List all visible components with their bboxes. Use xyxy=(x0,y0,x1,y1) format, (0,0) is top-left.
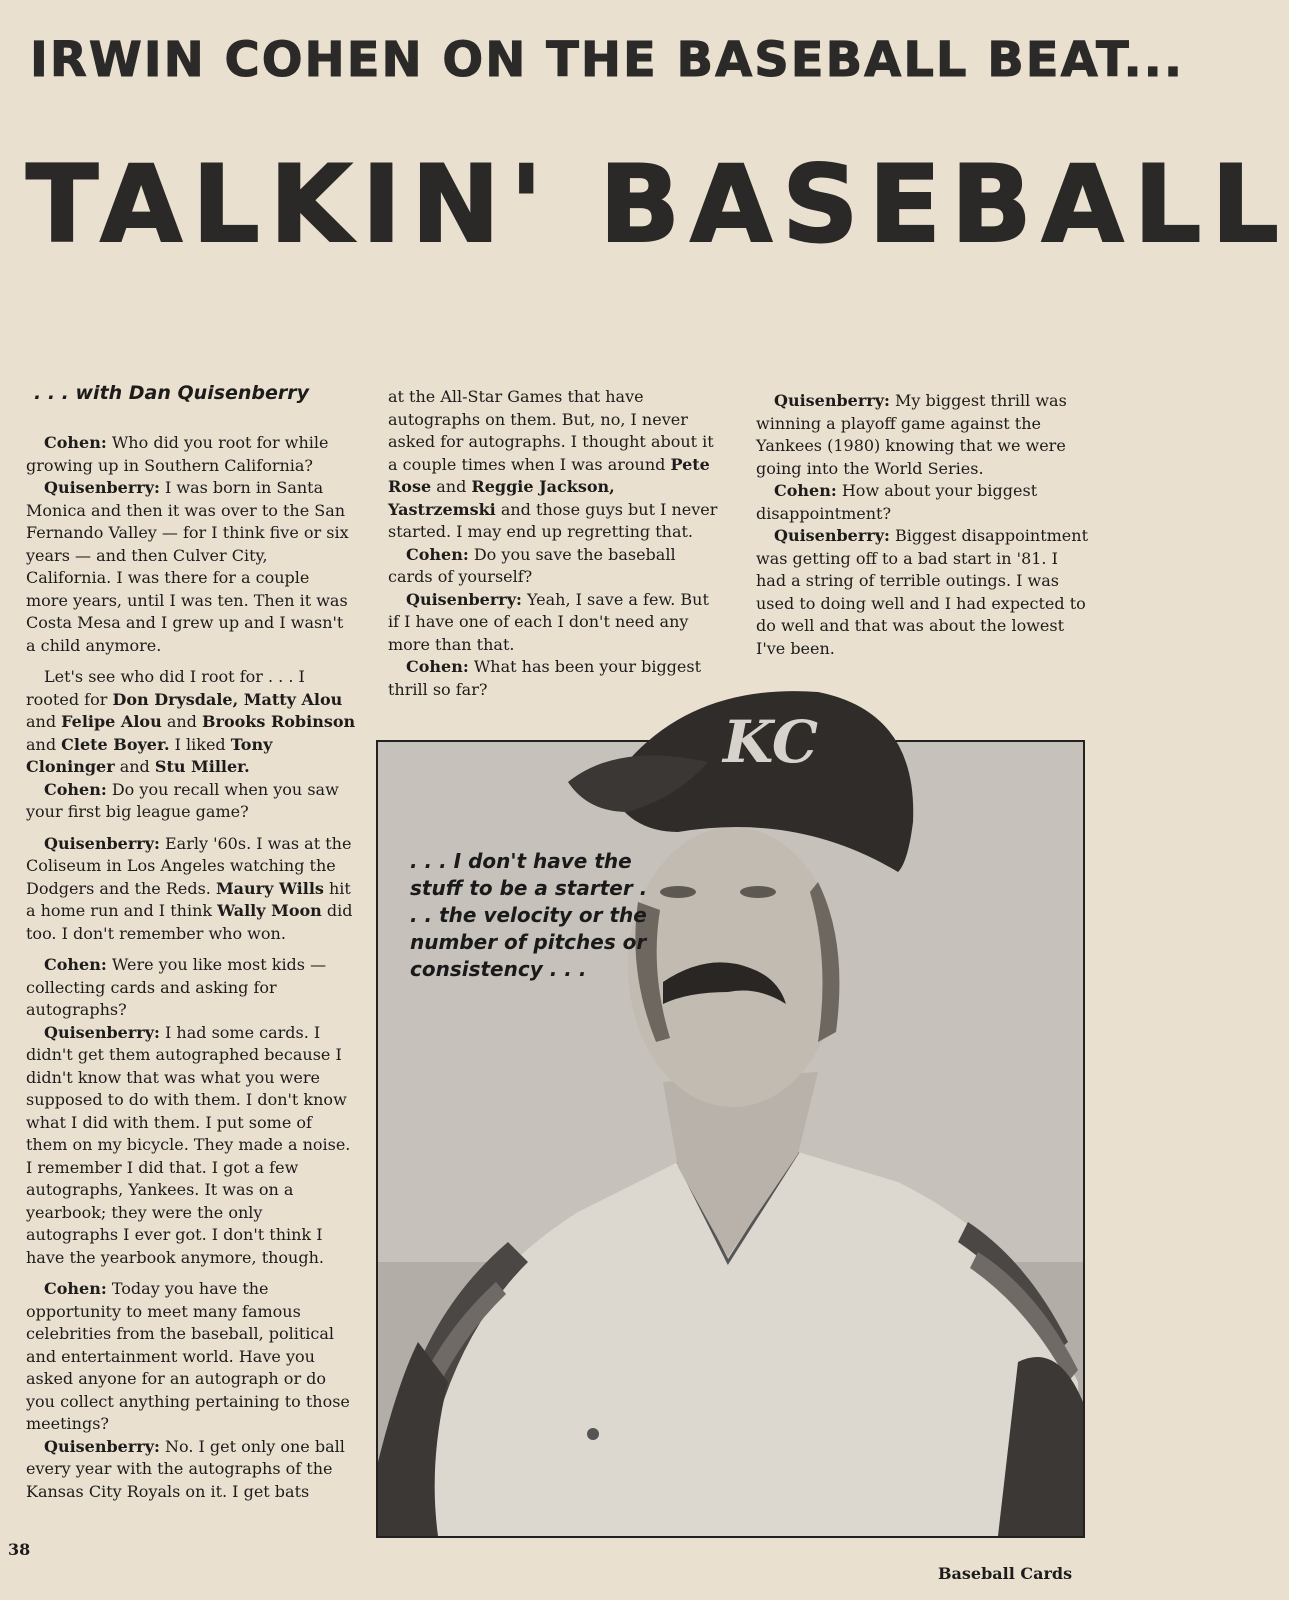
page-number: 38 xyxy=(8,1540,31,1559)
paragraph xyxy=(26,833,356,946)
speaker-label: Quisenberry: xyxy=(44,833,160,853)
paragraph-text: No. I get only one ball every year with the autographs of the Kansas City Royals on it. I get bats xyxy=(26,1436,345,1501)
paragraph xyxy=(26,666,356,779)
player-name: Felipe Alou xyxy=(61,712,162,731)
paragraph-text: I had some cards. I didn't get them autographed because I didn't know that was what you were supposed to do with them. I don't know what I did with them. I put some of them on my bicycle. They made a noise. I remember I did that. I got a few autographs, Yankees. It was on a yearbook; they were the only autographs I ever got. I don't think I have the yearbook anymore, though. xyxy=(26,1022,351,1267)
article-column-3 xyxy=(756,390,1088,660)
paragraph xyxy=(26,1278,356,1436)
paragraph xyxy=(756,525,1088,660)
paragraph-text: did too. I don't remember who won. xyxy=(26,901,353,943)
paragraph-text: Yeah, I save a few. But if I have one of each I don't need any more than that. xyxy=(388,589,709,654)
speaker-label: Cohen: xyxy=(44,955,107,974)
player-name: Maury Wills xyxy=(215,878,324,898)
paragraph-text: I liked xyxy=(169,734,231,754)
paragraph xyxy=(26,1436,356,1504)
column-kicker: IRWIN COHEN ON THE BASEBALL BEAT... xyxy=(30,32,1185,88)
paragraph-text: Let's see who did I root for . . . I rooted for xyxy=(26,667,305,709)
article-column-2 xyxy=(388,386,722,701)
paragraph xyxy=(26,954,356,1022)
player-name: Clete Boyer. xyxy=(61,734,170,754)
publication-name: Baseball Cards xyxy=(938,1564,1073,1583)
paragraph-text: hit a home run and I think xyxy=(26,878,351,920)
paragraph-text: Do you save the baseball cards of yourself? xyxy=(388,544,676,586)
pull-quote: . . . I don't have the stuff to be a starter . . . the velocity or the number of pitches or consistency . . . xyxy=(410,849,648,981)
article-column-1 xyxy=(26,432,356,1503)
cap-monogram: KC xyxy=(723,708,819,776)
paragraph xyxy=(388,544,722,589)
paragraph-text: and xyxy=(114,757,155,776)
paragraph-text: and xyxy=(431,477,472,496)
paragraph xyxy=(756,480,1088,525)
paragraph-text: at the All-Star Games that have autographs on them. But, no, I never asked for autographs. I thought about it a couple times when I was around xyxy=(388,387,714,474)
speaker-label: Quisenberry: xyxy=(774,391,890,410)
speaker-label: Quisenberry: xyxy=(44,1022,160,1042)
speaker-label: Cohen: xyxy=(406,657,469,676)
paragraph-text: Today you have the opportunity to meet many famous celebrities from the baseball, political and entertainment world. Have you asked anyone for an autograph or do you collect anything pertaining to those meetings? xyxy=(26,1279,350,1433)
paragraph xyxy=(26,477,356,657)
paragraph-text: My biggest thrill was winning a playoff game against the Yankees (1980) knowing that we were going into the World Series. xyxy=(756,391,1067,478)
paragraph-text: I was born in Santa Monica and then it was over to the San Fernando Valley — for I think five or six years — and then Culver City, California. I was there for a couple more years, until I was ten. Then it was Costa Mesa and I grew up and I wasn't a child anymore. xyxy=(26,478,349,655)
headline: TALKIN' BASEBALL xyxy=(26,143,1289,266)
paragraph-text: and those guys but I never started. I may end up regretting that. xyxy=(388,499,718,541)
paragraph-text: and xyxy=(26,734,62,754)
paragraph-text: and xyxy=(161,712,202,731)
speaker-label: Quisenberry: xyxy=(44,478,160,497)
player-name: Brooks Robinson xyxy=(202,712,356,731)
paragraph xyxy=(388,386,722,544)
paragraph xyxy=(388,589,722,657)
paragraph-text: Early '60s. I was at the Coliseum in Los Angeles watching the Dodgers and the Reds. xyxy=(26,833,352,898)
speaker-label: Cohen: xyxy=(44,779,107,799)
player-name: Tony Cloninger xyxy=(26,734,273,776)
paragraph-text: Were you like most kids — collecting cards and asking for autographs? xyxy=(26,955,327,1019)
speaker-label: Cohen: xyxy=(44,433,107,452)
paragraph-text: Biggest disappointment was getting off to a bad start in '81. I had a string of terrible outings. I was used to doing well and I had expected to do well and that was about the lowest I've been. xyxy=(756,526,1088,658)
paragraph xyxy=(388,656,722,701)
paragraph xyxy=(26,779,356,824)
paragraph xyxy=(26,432,356,477)
player-name: Pete Rose xyxy=(388,454,710,496)
paragraph xyxy=(26,1022,356,1270)
paragraph-text: and xyxy=(26,712,62,731)
paragraph-text: Do you recall when you saw your first big league game? xyxy=(26,779,339,821)
player-name: Stu Miller. xyxy=(154,757,250,776)
paragraph-text: How about your biggest disappointment? xyxy=(756,481,1038,523)
speaker-label: Quisenberry: xyxy=(406,589,522,609)
speaker-label: Cohen: xyxy=(774,481,837,500)
speaker-label: Quisenberry: xyxy=(774,526,890,545)
paragraph xyxy=(756,390,1088,480)
byline: . . . with Dan Quisenberry xyxy=(34,382,310,404)
speaker-label: Quisenberry: xyxy=(44,1436,160,1456)
player-name: Reggie Jackson, Yastrzemski xyxy=(388,477,615,519)
player-name: Wally Moon xyxy=(217,901,322,920)
speaker-label: Cohen: xyxy=(406,544,469,564)
paragraph-text: Who did you root for while growing up in Southern California? xyxy=(26,433,329,475)
player-name: Don Drysdale, Matty Alou xyxy=(112,689,343,709)
paragraph-text: What has been your biggest thrill so far? xyxy=(388,657,702,699)
speaker-label: Cohen: xyxy=(44,1279,107,1298)
